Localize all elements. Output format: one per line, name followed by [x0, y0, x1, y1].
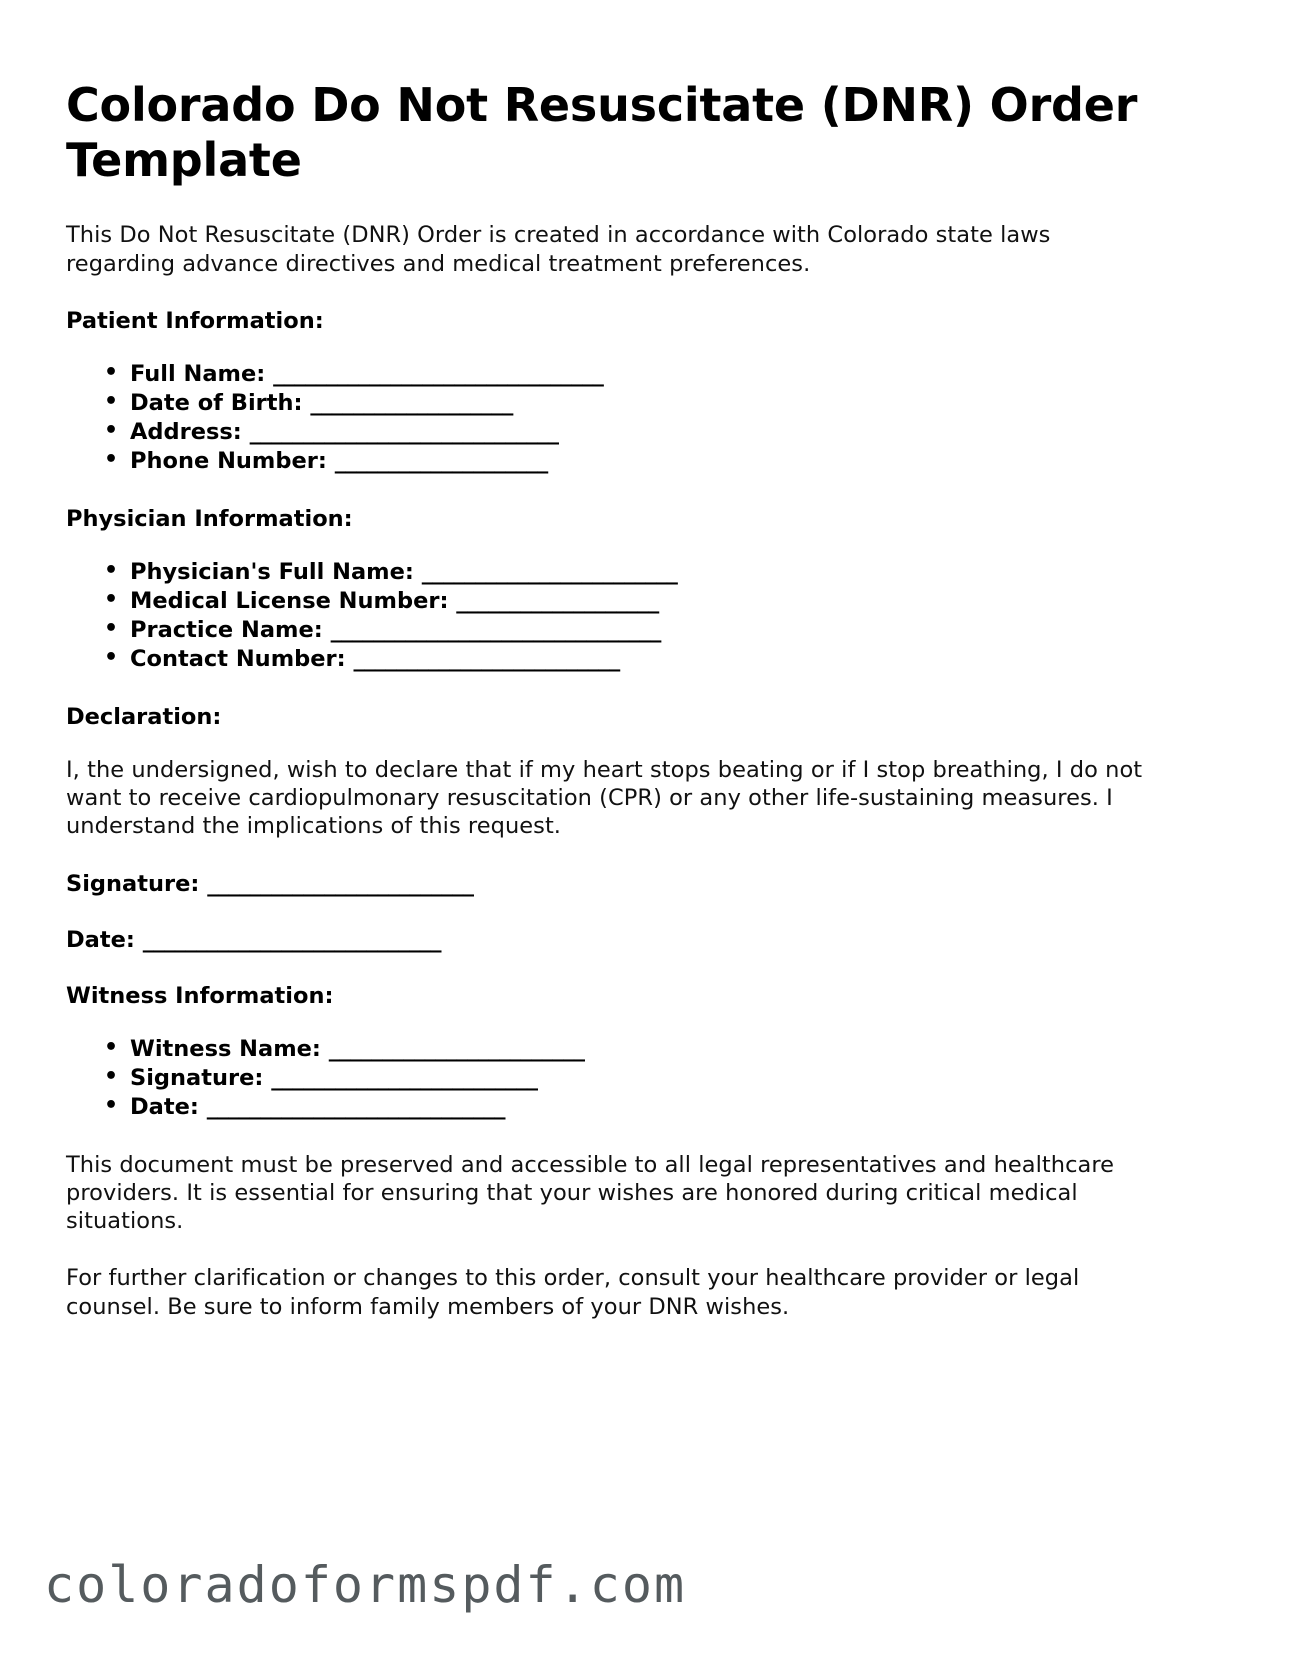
field-blank-line[interactable]: _________________________ [271, 1064, 538, 1091]
date-field-row [66, 926, 1161, 954]
section-heading-declaration: Declaration: [66, 704, 222, 731]
page-title: Colorado Do Not Resuscitate (DNR) Order Template [66, 78, 1138, 187]
field-label: Signature: [66, 870, 200, 897]
field-label: Date of Birth: [130, 389, 303, 416]
field-label: Medical License Number: [130, 588, 449, 615]
list-item [104, 1093, 1161, 1122]
field-label: Full Name: [130, 360, 266, 387]
list-item [104, 1064, 1161, 1093]
field-blank-line[interactable]: _________________________ [353, 646, 620, 673]
field-blank-line[interactable]: _________________________ [207, 870, 474, 897]
field-label: Address: [130, 418, 242, 445]
field-blank-line[interactable]: ___________________ [456, 588, 659, 615]
field-blank-line[interactable]: ___________________ [310, 389, 513, 416]
field-blank-line[interactable]: _____________________________ [249, 418, 559, 445]
patient-information-field-list [66, 360, 1161, 476]
field-blank-line[interactable]: ____________________________ [142, 926, 441, 953]
list-item [104, 558, 1161, 587]
list-item [104, 418, 1161, 447]
witness-information-field-list [66, 1035, 1161, 1122]
signature-field-row [66, 870, 1161, 898]
physician-information-field-list [66, 558, 1161, 674]
list-item [104, 389, 1161, 418]
list-item [104, 616, 1161, 645]
field-blank-line[interactable]: ________________________ [328, 1035, 585, 1062]
document-content [66, 78, 1161, 1350]
field-blank-line[interactable]: _______________________________ [273, 360, 604, 387]
section-heading-witness-information: Witness Information: [66, 982, 334, 1009]
intro-paragraph: This Do Not Resuscitate (DNR) Order is created in accordance with Colorado state laws regarding advance directives and medical treatment preferences. [66, 222, 1051, 277]
clarification-paragraph: For further clarification or changes to this order, consult your healthcare provider or legal counsel. Be sure to inform family members of your DNR wishes. [66, 1265, 1080, 1320]
list-item [104, 1035, 1161, 1064]
field-label: Practice Name: [130, 617, 323, 644]
list-item [104, 587, 1161, 616]
list-item [104, 360, 1161, 389]
section-heading-physician-information: Physician Information: [66, 505, 353, 532]
field-blank-line[interactable]: ____________________________ [206, 1094, 505, 1120]
site-watermark: coloradoformspdf.com [44, 1556, 687, 1614]
field-blank-line[interactable]: _______________________________ [330, 617, 661, 644]
preservation-paragraph: This document must be preserved and accessible to all legal representatives and healthcare providers. It is essential for ensuring that your wishes are honored during critical medical situations. [66, 1152, 1115, 1235]
field-label: Date: [130, 1094, 199, 1120]
field-label: Phone Number: [130, 447, 327, 474]
declaration-paragraph: I, the undersigned, wish to declare that if my heart stops beating or if I stop breathing, I do not want to receive cardiopulmonary resuscitation (CPR) or any other life-sustaining measures. I understand the implications of this request. [66, 757, 1143, 840]
field-blank-line[interactable]: ________________________ [421, 559, 678, 586]
list-item [104, 645, 1161, 674]
field-label: Date: [66, 926, 135, 953]
field-label: Signature: [130, 1064, 264, 1091]
field-blank-line[interactable]: ____________________ [334, 447, 548, 474]
field-label: Contact Number: [130, 646, 346, 673]
list-item [104, 447, 1161, 476]
section-heading-patient-information: Patient Information: [66, 307, 324, 334]
field-label: Physician's Full Name: [130, 559, 414, 586]
field-label: Witness Name: [130, 1035, 321, 1062]
